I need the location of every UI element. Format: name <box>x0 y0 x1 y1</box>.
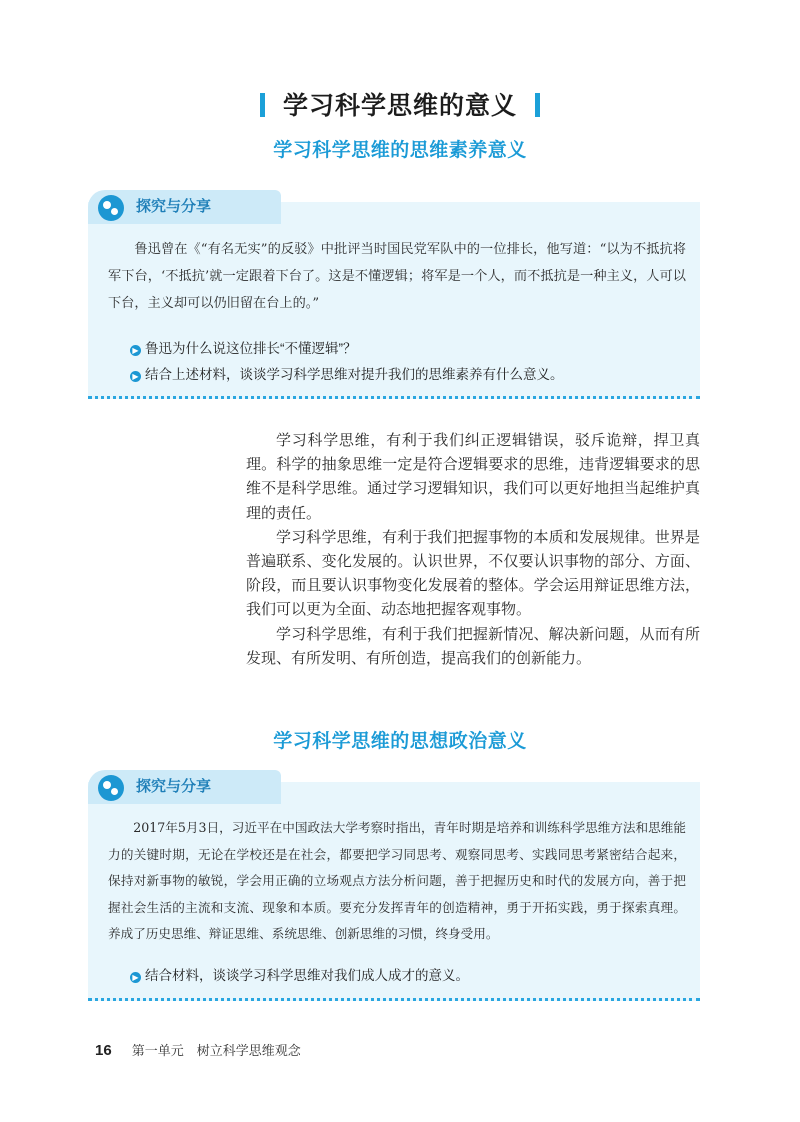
arrow-icon: ▶ <box>130 345 141 356</box>
page-title <box>0 86 800 122</box>
explore-share-tab <box>88 190 281 224</box>
question-item <box>130 964 469 984</box>
title-bar-right <box>535 93 540 117</box>
paragraph: 学习科学思维，有利于我们把握事物的本质和发展规律。世界是普遍联系、变化发展的。认识世界，不仅要认识事物的部分、方面、阶段，而且要认识事物变化发展着的整体。学会运用辩证思维方法，我们可以更为全面、动态地把握客观事物。 <box>246 527 700 619</box>
question-text: 鲁迅为什么说这位排长“不懂逻辑”？ <box>145 341 357 356</box>
explore-share-label: 探究与分享 <box>136 778 212 795</box>
question-item <box>130 363 564 383</box>
title-bar-left <box>260 93 265 117</box>
unit-title: 第一单元 树立科学思维观念 <box>131 1043 301 1058</box>
explore-icon <box>98 195 124 221</box>
explore-icon <box>98 775 124 801</box>
explore-share-label: 探究与分享 <box>136 198 212 215</box>
explore-share-tab <box>88 770 281 804</box>
arrow-icon: ▶ <box>130 972 141 983</box>
section-title-1: 学习科学思维的思维素养意义 <box>273 139 527 161</box>
page-footer <box>95 1040 301 1059</box>
quote-text: 鲁迅曾在《“有名无实”的反驳》中批评当时国民党军队中的一位排长，他写道：“以为不抵抗将军下台，‘不抵抗’就一定跟着下台了。这是不懂逻辑；将军是一个人，而不抵抗是一种主义，人可以下台，主义却可以仍旧留在台上的。” <box>108 242 686 311</box>
arrow-icon: ▶ <box>130 371 141 382</box>
page-number: 16 <box>95 1042 112 1059</box>
explore-share-box-2 <box>88 778 700 1001</box>
question-text: 结合材料，谈谈学习科学思维对我们成人成才的意义。 <box>145 968 469 983</box>
section-title-2: 学习科学思维的思想政治意义 <box>273 730 527 752</box>
quote-text: 2017年5月3日，习近平在中国政法大学考察时指出，青年时期是培养和训练科学思维方法和思维能力的关键时期，无论在学校还是在社会，都要把学习同思考、观察同思考、实践同思考紧密结合起来，保持对新事物的敏锐，学会用正确的立场观点方法分析问题，善于把握历史和时代的发展方向，善于把握社会生活的主流和支流、现象和本质。要充分发挥青年的创造精神，勇于开拓实践，勇于探索真理。养成了历史思维、辩证思维、系统思维、创新思维的习惯，终身受用。 <box>108 820 686 942</box>
page-title-text: 学习科学思维的意义 <box>282 91 517 120</box>
question-item <box>130 337 357 357</box>
explore-share-box-1 <box>88 198 700 399</box>
question-text: 结合上述材料，谈谈学习科学思维对提升我们的思维素养有什么意义。 <box>145 367 564 382</box>
body-text-1 <box>246 428 700 670</box>
paragraph: 学习科学思维，有利于我们把握新情况、解决新问题，从而有所发现、有所发明、有所创造，提高我们的创新能力。 <box>246 624 700 667</box>
paragraph: 学习科学思维，有利于我们纠正逻辑错误，驳斥诡辩，捍卫真理。科学的抽象思维一定是符合逻辑要求的思维，违背逻辑要求的思维不是科学思维。通过学习逻辑知识，我们可以更好地担当起维护真理的责任。 <box>246 431 700 522</box>
